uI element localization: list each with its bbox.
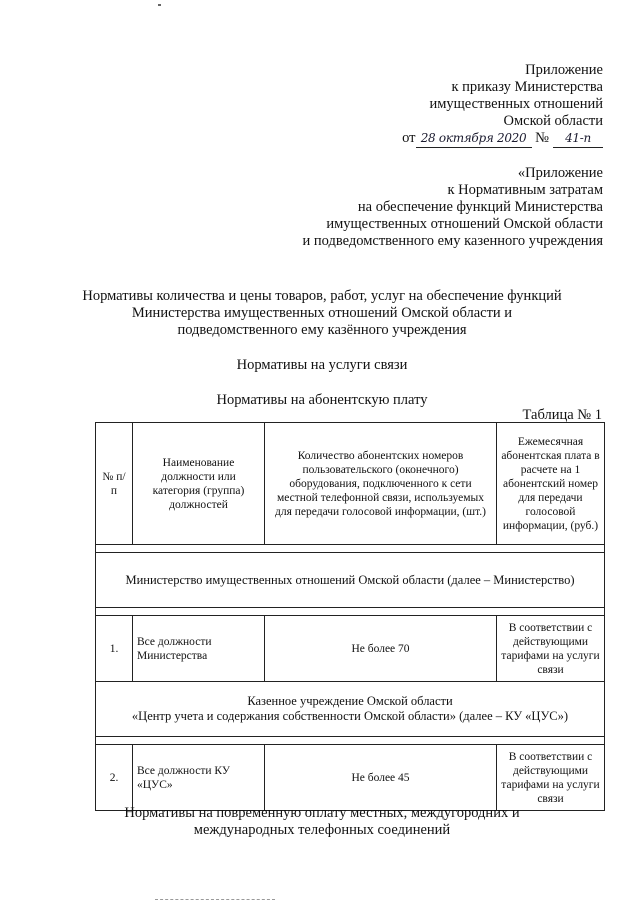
table-row — [96, 616, 605, 682]
appendix-reference — [303, 165, 603, 250]
norms-table — [95, 422, 605, 811]
header-cell-position: Наименование должности или категория (группа) должностей — [133, 423, 265, 545]
main-title-line: подведомственного ему казённого учреждения — [177, 322, 467, 338]
table-spacer — [96, 545, 605, 553]
table-row — [96, 745, 605, 811]
appendix-line: имущественных отношений — [429, 96, 603, 112]
main-title-line: Нормативы количества и цены товаров, работ, услуг на обеспечение функций — [82, 288, 562, 304]
table-spacer — [96, 737, 605, 745]
appendix-ref-line: к Нормативным затратам — [447, 182, 603, 198]
table-number: Таблица № 1 — [522, 407, 602, 423]
scan-artifact — [155, 899, 275, 901]
section-subtitle: Нормативы на абонентскую плату — [216, 392, 428, 408]
bottom-section-title — [40, 805, 604, 839]
cell-position: Все должности КУ «ЦУС» — [133, 745, 265, 811]
section-subtitle: Нормативы на услуги связи — [236, 357, 408, 373]
cell-fee: В соответствии с действующими тарифами на услуги связи — [497, 745, 605, 811]
cell-position: Все должности Министерства — [133, 616, 265, 682]
order-date-handwritten: 28 октября 2020 — [416, 130, 532, 148]
appendix-line: Приложение — [525, 62, 603, 78]
section-title-line: «Центр учета и содержания собственности Омской области» (далее – КУ «ЦУС») — [131, 709, 569, 723]
scan-artifact — [158, 4, 161, 6]
appendix-ref-line: и подведомственного ему казенного учреждения — [302, 233, 603, 249]
appendix-line: к приказу Министерства — [451, 79, 603, 95]
section-title: Министерство имущественных отношений Омской области (далее – Министерство) — [96, 553, 605, 608]
header-cell-quantity: Количество абонентских номеров пользовательского (оконечного) оборудования, подключенного к сети местной телефонной связи, используемых для передачи голосовой информации, (шт.) — [265, 423, 497, 545]
header-cell-number: № п/п — [96, 423, 133, 545]
cell-quantity: Не более 45 — [265, 745, 497, 811]
main-title — [40, 288, 604, 339]
bottom-title-line: Нормативы на повременную оплату местных, междугородних и — [124, 805, 520, 821]
appendix-ref-line: «Приложение — [517, 165, 603, 181]
table-spacer — [96, 608, 605, 616]
appendix-header — [429, 62, 603, 130]
order-number-handwritten: 41-п — [553, 130, 603, 148]
order-number-sign: № — [535, 130, 549, 146]
cell-number: 1. — [96, 616, 133, 682]
table-header-row — [96, 423, 605, 545]
cell-number: 2. — [96, 745, 133, 811]
section-row — [96, 682, 605, 737]
main-title-line: Министерства имущественных отношений Омской области и — [131, 305, 513, 321]
bottom-title-line: международных телефонных соединений — [193, 822, 451, 838]
order-reference — [402, 130, 603, 148]
appendix-ref-line: на обеспечение функций Министерства — [357, 199, 603, 215]
section-row — [96, 553, 605, 608]
section-title — [96, 682, 605, 737]
order-prefix: от — [402, 130, 416, 146]
appendix-line: Омской области — [503, 113, 603, 129]
section-title-line: Казенное учреждение Омской области — [247, 694, 453, 708]
header-cell-fee: Ежемесячная абонентская плата в расчете на 1 абонентский номер для передачи голосовой информации, (руб.) — [497, 423, 605, 545]
appendix-ref-line: имущественных отношений Омской области — [326, 216, 603, 232]
cell-fee: В соответствии с действующими тарифами на услуги связи — [497, 616, 605, 682]
cell-quantity: Не более 70 — [265, 616, 497, 682]
